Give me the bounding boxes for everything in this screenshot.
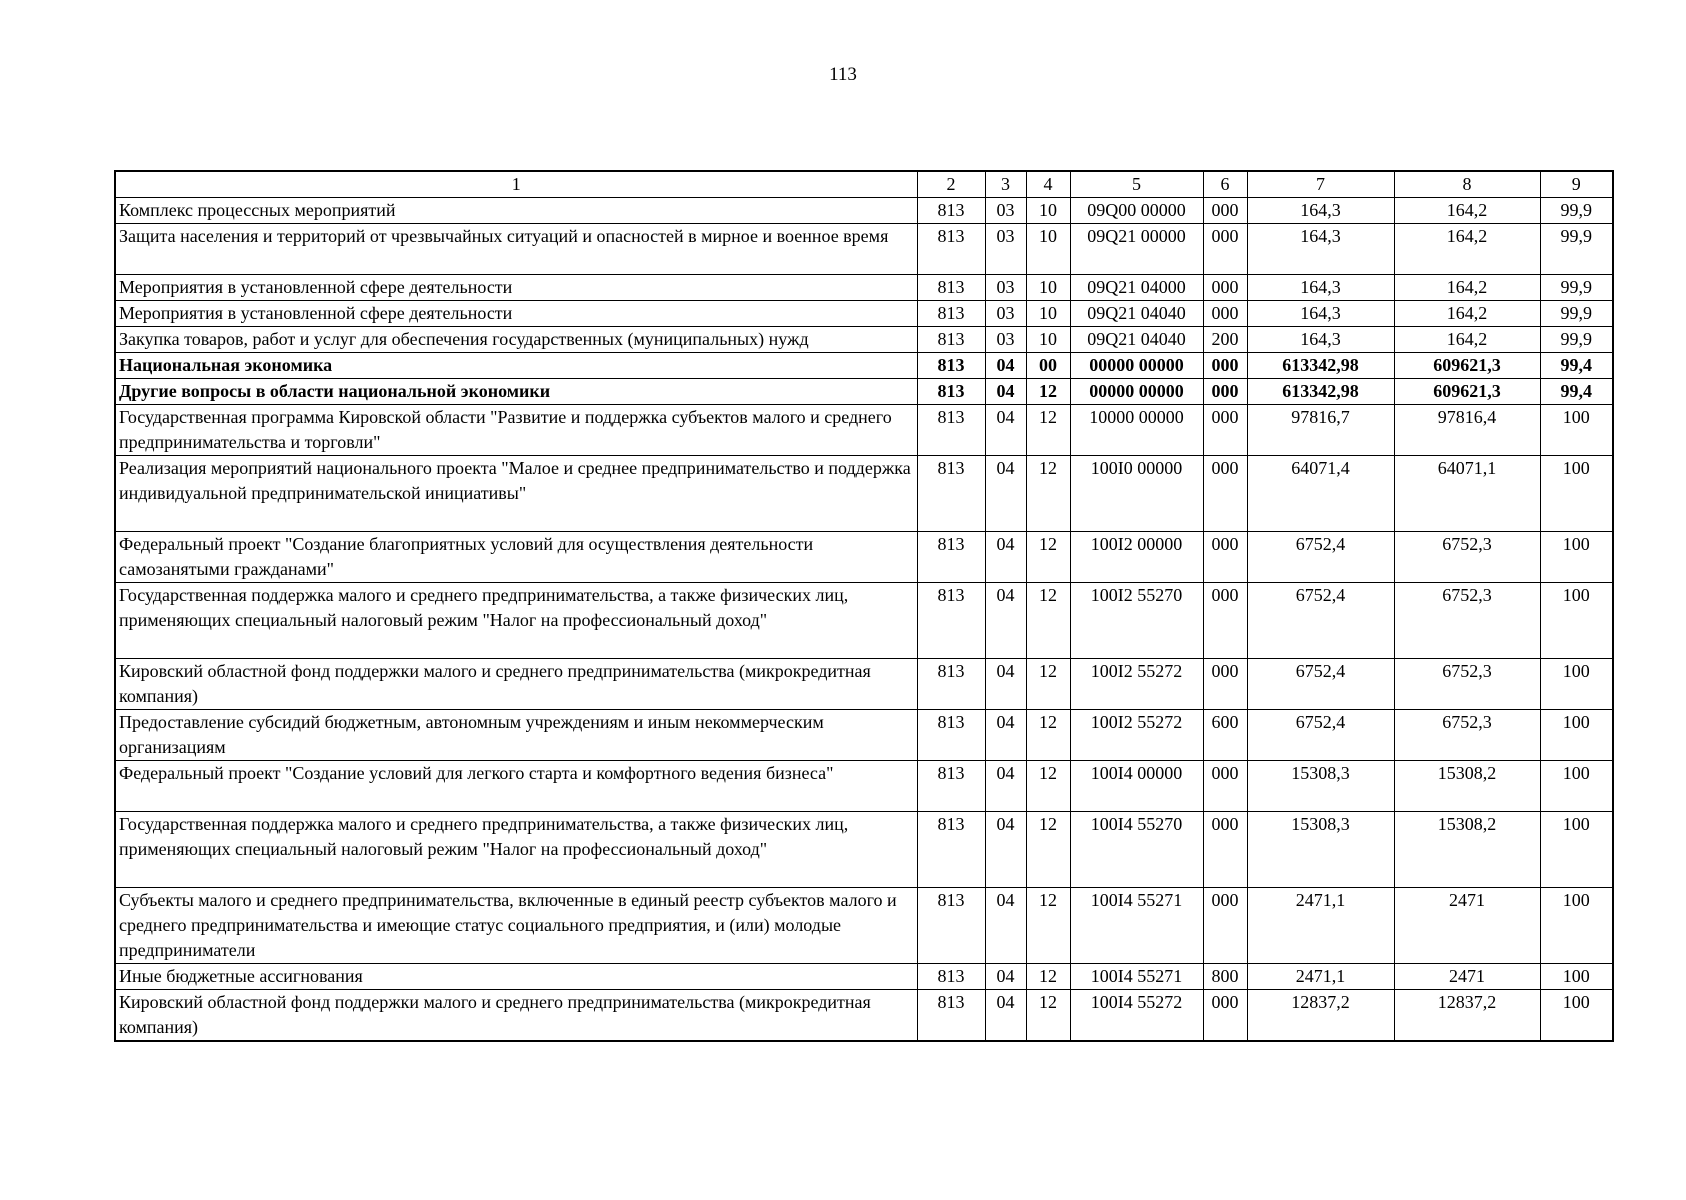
cell-target-article: 100I2 00000 [1070,532,1203,583]
table-body [115,198,1613,1042]
cell-admin-code: 813 [917,224,985,275]
cell-subsection: 10 [1026,224,1070,275]
cell-target-article: 10000 00000 [1070,405,1203,456]
cell-subsection: 12 [1026,761,1070,812]
cell-planned: 6752,4 [1247,583,1394,659]
column-header: 4 [1026,171,1070,198]
cell-section: 04 [985,405,1026,456]
column-header: 8 [1394,171,1540,198]
table-row [115,583,1613,659]
cell-admin-code: 813 [917,301,985,327]
cell-executed: 6752,3 [1394,710,1540,761]
table-row [115,224,1613,275]
cell-executed: 2471 [1394,888,1540,964]
cell-executed: 6752,3 [1394,659,1540,710]
table-row [115,327,1613,353]
cell-expense-type: 000 [1203,888,1247,964]
cell-executed: 6752,3 [1394,532,1540,583]
column-header: 1 [115,171,917,198]
row-name: Мероприятия в установленной сфере деятельности [115,301,917,327]
cell-expense-type: 000 [1203,405,1247,456]
cell-admin-code: 813 [917,379,985,405]
row-name: Государственная поддержка малого и среднего предпринимательства, а также физических лиц, применяющих специальный налоговый режим "Налог на профессиональный доход" [115,583,917,659]
cell-percent: 100 [1540,583,1613,659]
row-name: Реализация мероприятий национального проекта "Малое и среднее предпринимательство и поддержка индивидуальной предпринимательской инициативы" [115,456,917,532]
cell-executed: 6752,3 [1394,583,1540,659]
cell-admin-code: 813 [917,888,985,964]
cell-percent: 100 [1540,964,1613,990]
cell-target-article: 100I4 55271 [1070,964,1203,990]
row-name: Кировский областной фонд поддержки малого и среднего предпринимательства (микрокредитная компания) [115,659,917,710]
cell-section: 04 [985,532,1026,583]
cell-planned: 64071,4 [1247,456,1394,532]
cell-subsection: 12 [1026,583,1070,659]
cell-executed: 609621,3 [1394,353,1540,379]
cell-target-article: 09Q21 00000 [1070,224,1203,275]
cell-expense-type: 000 [1203,812,1247,888]
cell-planned: 6752,4 [1247,659,1394,710]
cell-expense-type: 000 [1203,353,1247,379]
row-name: Кировский областной фонд поддержки малого и среднего предпринимательства (микрокредитная компания) [115,990,917,1042]
cell-target-article: 100I2 55270 [1070,583,1203,659]
cell-expense-type: 000 [1203,301,1247,327]
cell-admin-code: 813 [917,405,985,456]
cell-section: 03 [985,327,1026,353]
cell-subsection: 12 [1026,379,1070,405]
cell-percent: 100 [1540,761,1613,812]
cell-target-article: 09Q21 04040 [1070,327,1203,353]
cell-expense-type: 000 [1203,275,1247,301]
cell-subsection: 12 [1026,812,1070,888]
column-header: 3 [985,171,1026,198]
cell-percent: 100 [1540,532,1613,583]
cell-percent: 100 [1540,812,1613,888]
table-row [115,532,1613,583]
cell-expense-type: 600 [1203,710,1247,761]
cell-percent: 100 [1540,456,1613,532]
cell-expense-type: 000 [1203,456,1247,532]
page-number: 113 [829,64,857,85]
cell-subsection: 10 [1026,327,1070,353]
cell-subsection: 12 [1026,456,1070,532]
row-name: Мероприятия в установленной сфере деятельности [115,275,917,301]
row-name: Закупка товаров, работ и услуг для обеспечения государственных (муниципальных) нужд [115,327,917,353]
cell-section: 04 [985,456,1026,532]
cell-subsection: 12 [1026,405,1070,456]
cell-executed: 164,2 [1394,275,1540,301]
cell-planned: 164,3 [1247,224,1394,275]
cell-planned: 164,3 [1247,275,1394,301]
cell-subsection: 10 [1026,301,1070,327]
cell-expense-type: 000 [1203,532,1247,583]
cell-executed: 609621,3 [1394,379,1540,405]
cell-target-article: 100I4 00000 [1070,761,1203,812]
cell-percent: 99,9 [1540,327,1613,353]
cell-planned: 164,3 [1247,327,1394,353]
row-name: Федеральный проект "Создание благоприятных условий для осуществления деятельности самозанятыми гражданами" [115,532,917,583]
column-header: 6 [1203,171,1247,198]
cell-target-article: 100I0 00000 [1070,456,1203,532]
cell-planned: 2471,1 [1247,888,1394,964]
cell-executed: 64071,1 [1394,456,1540,532]
cell-percent: 99,4 [1540,353,1613,379]
cell-expense-type: 800 [1203,964,1247,990]
cell-percent: 100 [1540,659,1613,710]
table-row [115,198,1613,224]
cell-target-article: 00000 00000 [1070,353,1203,379]
cell-expense-type: 000 [1203,990,1247,1042]
table-row [115,275,1613,301]
row-name: Федеральный проект "Создание условий для легкого старта и комфортного ведения бизнеса" [115,761,917,812]
cell-percent: 100 [1540,990,1613,1042]
cell-expense-type: 200 [1203,327,1247,353]
cell-percent: 99,9 [1540,301,1613,327]
cell-executed: 164,2 [1394,327,1540,353]
cell-executed: 12837,2 [1394,990,1540,1042]
cell-executed: 164,2 [1394,224,1540,275]
cell-percent: 100 [1540,710,1613,761]
cell-admin-code: 813 [917,583,985,659]
table-row [115,761,1613,812]
table-row [115,405,1613,456]
table-row [115,353,1613,379]
cell-planned: 6752,4 [1247,532,1394,583]
column-header: 5 [1070,171,1203,198]
cell-subsection: 12 [1026,659,1070,710]
cell-admin-code: 813 [917,353,985,379]
table-row [115,301,1613,327]
cell-executed: 2471 [1394,964,1540,990]
cell-subsection: 12 [1026,964,1070,990]
cell-expense-type: 000 [1203,583,1247,659]
cell-section: 04 [985,583,1026,659]
cell-admin-code: 813 [917,532,985,583]
cell-expense-type: 000 [1203,224,1247,275]
cell-target-article: 100I2 55272 [1070,710,1203,761]
table-row [115,888,1613,964]
row-name: Национальная экономика [115,353,917,379]
cell-subsection: 12 [1026,532,1070,583]
cell-expense-type: 000 [1203,659,1247,710]
cell-admin-code: 813 [917,275,985,301]
table-row [115,456,1613,532]
cell-section: 04 [985,888,1026,964]
column-header: 9 [1540,171,1613,198]
cell-executed: 15308,2 [1394,812,1540,888]
cell-admin-code: 813 [917,198,985,224]
cell-executed: 164,2 [1394,198,1540,224]
cell-executed: 97816,4 [1394,405,1540,456]
cell-planned: 15308,3 [1247,761,1394,812]
cell-section: 03 [985,224,1026,275]
cell-target-article: 09Q21 04040 [1070,301,1203,327]
cell-section: 03 [985,198,1026,224]
cell-expense-type: 000 [1203,761,1247,812]
cell-target-article: 00000 00000 [1070,379,1203,405]
cell-percent: 99,9 [1540,198,1613,224]
budget-table [114,170,1614,1042]
cell-target-article: 09Q00 00000 [1070,198,1203,224]
cell-section: 04 [985,964,1026,990]
cell-section: 04 [985,659,1026,710]
cell-planned: 97816,7 [1247,405,1394,456]
cell-admin-code: 813 [917,456,985,532]
cell-admin-code: 813 [917,710,985,761]
cell-admin-code: 813 [917,964,985,990]
cell-admin-code: 813 [917,990,985,1042]
cell-executed: 164,2 [1394,301,1540,327]
cell-expense-type: 000 [1203,198,1247,224]
row-name: Комплекс процессных мероприятий [115,198,917,224]
table-row [115,812,1613,888]
table-row [115,710,1613,761]
cell-subsection: 10 [1026,198,1070,224]
cell-admin-code: 813 [917,659,985,710]
row-name: Государственная поддержка малого и среднего предпринимательства, а также физических лиц, применяющих специальный налоговый режим "Налог на профессиональный доход" [115,812,917,888]
cell-planned: 613342,98 [1247,353,1394,379]
table-row [115,379,1613,405]
cell-subsection: 12 [1026,710,1070,761]
cell-section: 04 [985,710,1026,761]
cell-subsection: 10 [1026,275,1070,301]
cell-section: 04 [985,353,1026,379]
cell-percent: 99,9 [1540,224,1613,275]
cell-percent: 99,9 [1540,275,1613,301]
cell-subsection: 12 [1026,990,1070,1042]
cell-section: 04 [985,990,1026,1042]
row-name: Защита населения и территорий от чрезвычайных ситуаций и опасностей в мирное и военное время [115,224,917,275]
cell-planned: 164,3 [1247,198,1394,224]
row-name: Предоставление субсидий бюджетным, автономным учреждениям и иным некоммерческим организациям [115,710,917,761]
cell-subsection: 12 [1026,888,1070,964]
cell-planned: 164,3 [1247,301,1394,327]
column-header: 2 [917,171,985,198]
cell-section: 04 [985,761,1026,812]
table-row [115,990,1613,1042]
cell-planned: 12837,2 [1247,990,1394,1042]
row-name: Субъекты малого и среднего предпринимательства, включенные в единый реестр субъектов малого и среднего предпринимательства и имеющие статус социального предприятия, и (или) молодые предприниматели [115,888,917,964]
table-row [115,659,1613,710]
cell-percent: 100 [1540,405,1613,456]
row-name: Другие вопросы в области национальной экономики [115,379,917,405]
cell-admin-code: 813 [917,761,985,812]
cell-admin-code: 813 [917,327,985,353]
row-name: Государственная программа Кировской области "Развитие и поддержка субъектов малого и среднего предпринимательства и торговли" [115,405,917,456]
cell-planned: 15308,3 [1247,812,1394,888]
header-row [115,171,1613,198]
cell-admin-code: 813 [917,812,985,888]
cell-target-article: 100I4 55271 [1070,888,1203,964]
cell-section: 03 [985,275,1026,301]
cell-percent: 100 [1540,888,1613,964]
cell-subsection: 00 [1026,353,1070,379]
column-header: 7 [1247,171,1394,198]
cell-section: 04 [985,379,1026,405]
cell-target-article: 100I4 55272 [1070,990,1203,1042]
cell-target-article: 09Q21 04000 [1070,275,1203,301]
cell-section: 03 [985,301,1026,327]
table-row [115,964,1613,990]
cell-percent: 99,4 [1540,379,1613,405]
cell-planned: 6752,4 [1247,710,1394,761]
cell-section: 04 [985,812,1026,888]
cell-planned: 2471,1 [1247,964,1394,990]
cell-expense-type: 000 [1203,379,1247,405]
cell-target-article: 100I4 55270 [1070,812,1203,888]
cell-target-article: 100I2 55272 [1070,659,1203,710]
cell-planned: 613342,98 [1247,379,1394,405]
cell-executed: 15308,2 [1394,761,1540,812]
row-name: Иные бюджетные ассигнования [115,964,917,990]
